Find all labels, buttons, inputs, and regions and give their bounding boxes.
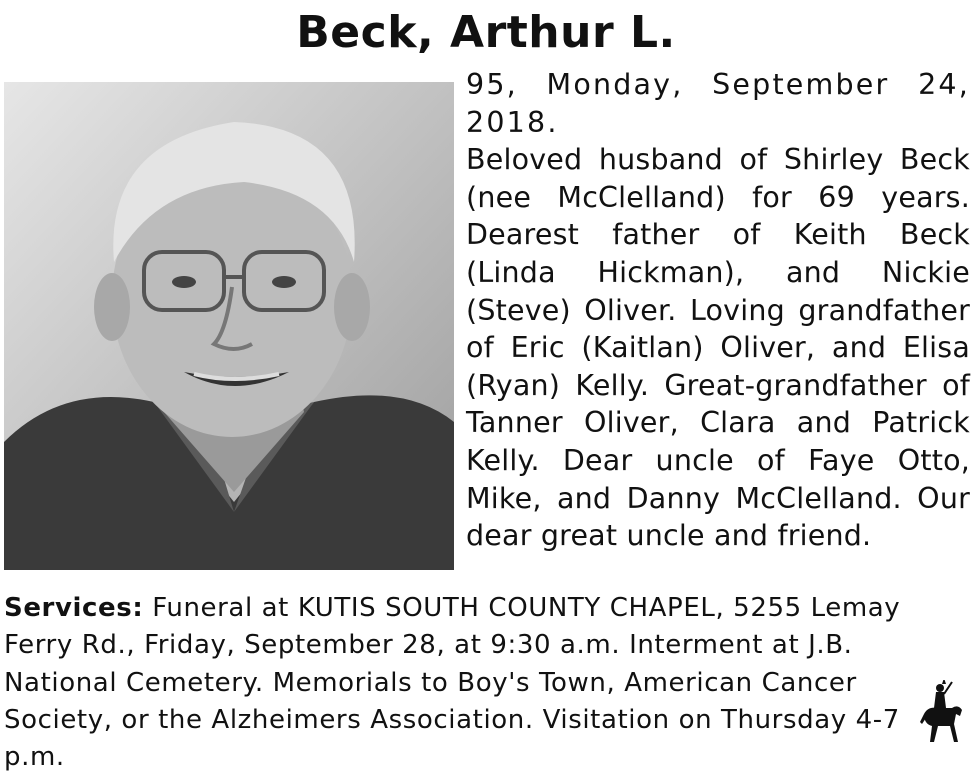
portrait-photo bbox=[4, 82, 454, 570]
services-label: Services: bbox=[4, 593, 144, 623]
services-text: Funeral at KUTIS SOUTH COUNTY CHAPEL, 5255 Lemay Ferry Rd., Friday, September 28, at 9:30 a.m. Interment at J.B. National Cemetery. Memorials to Boy's Town, American Cancer Society, or the Alzheimers Association. Visitation on Thursday 4-7 p.m. bbox=[4, 593, 901, 773]
obituary-summary bbox=[466, 66, 970, 555]
services-paragraph bbox=[4, 590, 944, 776]
family-paragraph: Beloved husband of Shirley Beck (nee McClelland) for 69 years. Dearest father of Keith Beck (Linda Hickman), and Nickie (Steve) Oliver. Loving grandfather of Eric (Kaitlan) Oliver, and Elisa (Ryan) Kelly. Great-grandfather of Tanner Oliver, Clara and Patrick Kelly. Dear uncle of Faye Otto, Mike, and Danny McClelland. Our dear great uncle and friend. bbox=[466, 143, 970, 553]
age-and-date: 95, Monday, September 24, 2018. bbox=[466, 68, 970, 139]
horse-rider-icon bbox=[918, 680, 966, 746]
obituary-name: Beck, Arthur L. bbox=[296, 7, 676, 58]
